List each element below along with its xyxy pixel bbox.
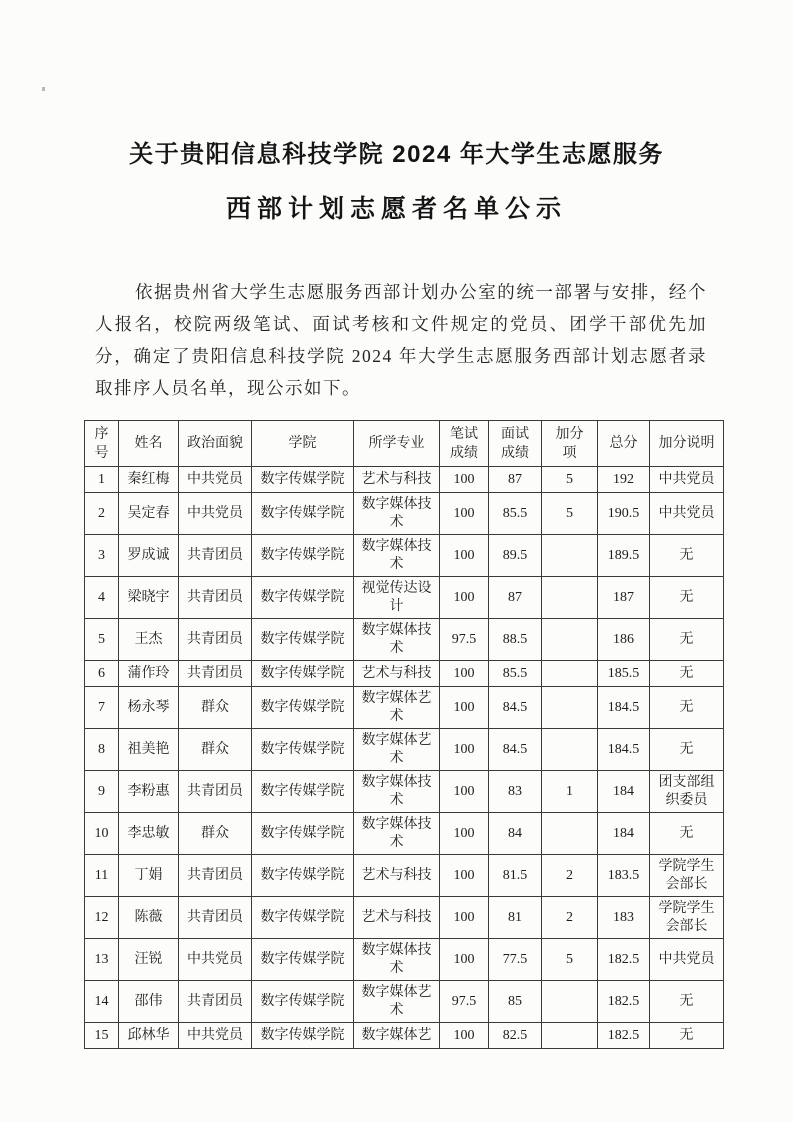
- table-cell: 84.5: [489, 729, 542, 771]
- table-cell: 数字媒体技术: [354, 939, 440, 981]
- table-row: [85, 813, 724, 855]
- table-cell: 192: [598, 467, 650, 493]
- table-cell: 97.5: [440, 619, 489, 661]
- table-cell: 84.5: [489, 687, 542, 729]
- table-cell: 数字传媒学院: [252, 493, 354, 535]
- table-row: [85, 661, 724, 687]
- column-header: 姓名: [119, 421, 179, 467]
- table-cell: 艺术与科技: [354, 897, 440, 939]
- table-row: [85, 467, 724, 493]
- table-cell: 83: [489, 771, 542, 813]
- table-cell: 杨永琴: [119, 687, 179, 729]
- table-cell: 100: [440, 855, 489, 897]
- table-cell: 183: [598, 897, 650, 939]
- table-cell: 罗成诚: [119, 535, 179, 577]
- table-row: [85, 939, 724, 981]
- table-cell: 无: [650, 729, 724, 771]
- table-cell: 无: [650, 1023, 724, 1049]
- table-cell: 184: [598, 813, 650, 855]
- table-cell: 数字传媒学院: [252, 729, 354, 771]
- table-cell: 团支部组织委员: [650, 771, 724, 813]
- table-cell: 184.5: [598, 687, 650, 729]
- scan-artifact: [42, 87, 45, 91]
- table-cell: 数字传媒学院: [252, 1023, 354, 1049]
- table-cell: 87: [489, 467, 542, 493]
- table-cell: 12: [85, 897, 119, 939]
- table-cell: 100: [440, 771, 489, 813]
- table-cell: 100: [440, 729, 489, 771]
- table-cell: 数字传媒学院: [252, 687, 354, 729]
- table-cell: 汪锐: [119, 939, 179, 981]
- table-cell: 100: [440, 493, 489, 535]
- table-cell: 无: [650, 577, 724, 619]
- table-cell: 中共党员: [179, 1023, 252, 1049]
- table-cell: 14: [85, 981, 119, 1023]
- table-cell: 数字传媒学院: [252, 661, 354, 687]
- column-header: 序号: [85, 421, 119, 467]
- table-cell: 6: [85, 661, 119, 687]
- table-cell: 无: [650, 687, 724, 729]
- table-cell: 数字传媒学院: [252, 535, 354, 577]
- table-cell: 共青团员: [179, 855, 252, 897]
- table-cell: 无: [650, 813, 724, 855]
- table-cell: 82.5: [489, 1023, 542, 1049]
- table-cell: 100: [440, 687, 489, 729]
- table-cell: 77.5: [489, 939, 542, 981]
- table-cell: 81: [489, 897, 542, 939]
- table-cell: 共青团员: [179, 535, 252, 577]
- table-cell: 群众: [179, 729, 252, 771]
- table-cell: 共青团员: [179, 897, 252, 939]
- table-row: [85, 493, 724, 535]
- column-header: 政治面貌: [179, 421, 252, 467]
- table-cell: 15: [85, 1023, 119, 1049]
- table-cell: 共青团员: [179, 619, 252, 661]
- table-cell: [542, 535, 598, 577]
- table-cell: 吴定春: [119, 493, 179, 535]
- table-cell: 陈薇: [119, 897, 179, 939]
- table-cell: 81.5: [489, 855, 542, 897]
- table-cell: 无: [650, 981, 724, 1023]
- table-cell: 李忠敏: [119, 813, 179, 855]
- table-row: [85, 577, 724, 619]
- table-cell: 189.5: [598, 535, 650, 577]
- table-cell: [542, 619, 598, 661]
- table-row: [85, 687, 724, 729]
- table-cell: [542, 981, 598, 1023]
- table-cell: 数字媒体技术: [354, 619, 440, 661]
- table-cell: [542, 1023, 598, 1049]
- table-cell: 5: [542, 467, 598, 493]
- table-row: [85, 897, 724, 939]
- table-cell: 数字媒体技术: [354, 813, 440, 855]
- table-cell: 学院学生会部长: [650, 897, 724, 939]
- table-cell: 邱林华: [119, 1023, 179, 1049]
- table-cell: 无: [650, 661, 724, 687]
- table-cell: 100: [440, 1023, 489, 1049]
- table-cell: 1: [542, 771, 598, 813]
- table-cell: 学院学生会部长: [650, 855, 724, 897]
- table-row: [85, 535, 724, 577]
- table-head: [85, 421, 724, 467]
- table-cell: 中共党员: [179, 939, 252, 981]
- table-cell: 秦红梅: [119, 467, 179, 493]
- table-cell: 182.5: [598, 981, 650, 1023]
- table-cell: 共青团员: [179, 771, 252, 813]
- table-cell: 中共党员: [650, 939, 724, 981]
- table-cell: 群众: [179, 813, 252, 855]
- table-row: [85, 1023, 724, 1049]
- table-cell: 89.5: [489, 535, 542, 577]
- table-cell: 数字传媒学院: [252, 855, 354, 897]
- table-cell: [542, 813, 598, 855]
- table-cell: 艺术与科技: [354, 467, 440, 493]
- table-cell: 视觉传达设计: [354, 577, 440, 619]
- table-cell: 183.5: [598, 855, 650, 897]
- table-cell: 4: [85, 577, 119, 619]
- table-cell: 182.5: [598, 1023, 650, 1049]
- table-cell: 数字传媒学院: [252, 813, 354, 855]
- table-cell: 100: [440, 939, 489, 981]
- table-cell: 共青团员: [179, 577, 252, 619]
- column-header: 所学专业: [354, 421, 440, 467]
- table-cell: 数字媒体艺术: [354, 687, 440, 729]
- table-cell: [542, 687, 598, 729]
- table-cell: 187: [598, 577, 650, 619]
- title-line-1: 关于贵阳信息科技学院 2024 年大学生志愿服务: [129, 141, 664, 168]
- table-cell: 85: [489, 981, 542, 1023]
- title-line-2: 西部计划志愿者名单公示: [225, 195, 567, 223]
- table-cell: 5: [542, 939, 598, 981]
- table-cell: 数字传媒学院: [252, 771, 354, 813]
- table-cell: 数字传媒学院: [252, 939, 354, 981]
- table-cell: 85.5: [489, 661, 542, 687]
- table-cell: 数字媒体艺术: [354, 981, 440, 1023]
- table-cell: 100: [440, 661, 489, 687]
- table-cell: 88.5: [489, 619, 542, 661]
- table-cell: 共青团员: [179, 981, 252, 1023]
- table-cell: 100: [440, 813, 489, 855]
- column-header: 加分项: [542, 421, 598, 467]
- table-cell: 中共党员: [179, 493, 252, 535]
- table-cell: 李粉惠: [119, 771, 179, 813]
- table-cell: 84: [489, 813, 542, 855]
- table-cell: 中共党员: [179, 467, 252, 493]
- table-cell: 蒲作玲: [119, 661, 179, 687]
- table-cell: 中共党员: [650, 493, 724, 535]
- intro-paragraph: 依据贵州省大学生志愿服务西部计划办公室的统一部署与安排，经个人报名，校院两级笔试、面试考核和文件规定的党员、团学干部优先加分，确定了贵阳信息科技学院 2024 年大学生志愿服务西部计划志愿者录取排序人员名单，现公示如下。: [95, 282, 707, 398]
- table-cell: 11: [85, 855, 119, 897]
- table-row: [85, 729, 724, 771]
- roster-table: [84, 420, 724, 1049]
- table-cell: 数字传媒学院: [252, 981, 354, 1023]
- table-cell: 王杰: [119, 619, 179, 661]
- table-cell: 8: [85, 729, 119, 771]
- table-cell: 数字传媒学院: [252, 619, 354, 661]
- table-cell: 祖美艳: [119, 729, 179, 771]
- table-cell: 群众: [179, 687, 252, 729]
- table-cell: 数字传媒学院: [252, 897, 354, 939]
- table-cell: 184.5: [598, 729, 650, 771]
- table-cell: 2: [542, 855, 598, 897]
- table-cell: 数字媒体技术: [354, 493, 440, 535]
- column-header: 学院: [252, 421, 354, 467]
- table-cell: 数字媒体艺术: [354, 729, 440, 771]
- column-header: 总分: [598, 421, 650, 467]
- table-cell: 数字传媒学院: [252, 467, 354, 493]
- table-cell: 184: [598, 771, 650, 813]
- table-cell: 87: [489, 577, 542, 619]
- table-cell: 100: [440, 577, 489, 619]
- table-cell: 185.5: [598, 661, 650, 687]
- table-row: [85, 771, 724, 813]
- table-cell: 数字媒体技术: [354, 535, 440, 577]
- table-cell: 2: [85, 493, 119, 535]
- table-cell: 100: [440, 535, 489, 577]
- table-cell: 数字媒体技术: [354, 771, 440, 813]
- table-cell: 3: [85, 535, 119, 577]
- table-cell: 数字传媒学院: [252, 577, 354, 619]
- table-cell: 无: [650, 535, 724, 577]
- table-row: [85, 855, 724, 897]
- table-cell: 无: [650, 619, 724, 661]
- column-header: 加分说明: [650, 421, 724, 467]
- column-header: 面试成绩: [489, 421, 542, 467]
- table-cell: 2: [542, 897, 598, 939]
- table-cell: [542, 729, 598, 771]
- table-cell: 7: [85, 687, 119, 729]
- table-cell: 中共党员: [650, 467, 724, 493]
- table-cell: 9: [85, 771, 119, 813]
- table-cell: 艺术与科技: [354, 661, 440, 687]
- table-row: [85, 981, 724, 1023]
- table-cell: 共青团员: [179, 661, 252, 687]
- table-cell: 97.5: [440, 981, 489, 1023]
- table-cell: 186: [598, 619, 650, 661]
- table-cell: 5: [542, 493, 598, 535]
- table-cell: 100: [440, 467, 489, 493]
- table-cell: 85.5: [489, 493, 542, 535]
- table-cell: [542, 661, 598, 687]
- document-title: [0, 134, 793, 230]
- table-cell: 190.5: [598, 493, 650, 535]
- table-cell: 100: [440, 897, 489, 939]
- table-cell: 数字媒体艺: [354, 1023, 440, 1049]
- table-cell: [542, 577, 598, 619]
- table-cell: 5: [85, 619, 119, 661]
- table-cell: 梁晓宇: [119, 577, 179, 619]
- table-cell: 丁娟: [119, 855, 179, 897]
- table-row: [85, 619, 724, 661]
- table-body: [85, 467, 724, 1049]
- header-row: [85, 421, 724, 467]
- table-cell: 10: [85, 813, 119, 855]
- table-cell: 艺术与科技: [354, 855, 440, 897]
- table-cell: 13: [85, 939, 119, 981]
- table-cell: 邵伟: [119, 981, 179, 1023]
- table-cell: 182.5: [598, 939, 650, 981]
- table-cell: 1: [85, 467, 119, 493]
- column-header: 笔试成绩: [440, 421, 489, 467]
